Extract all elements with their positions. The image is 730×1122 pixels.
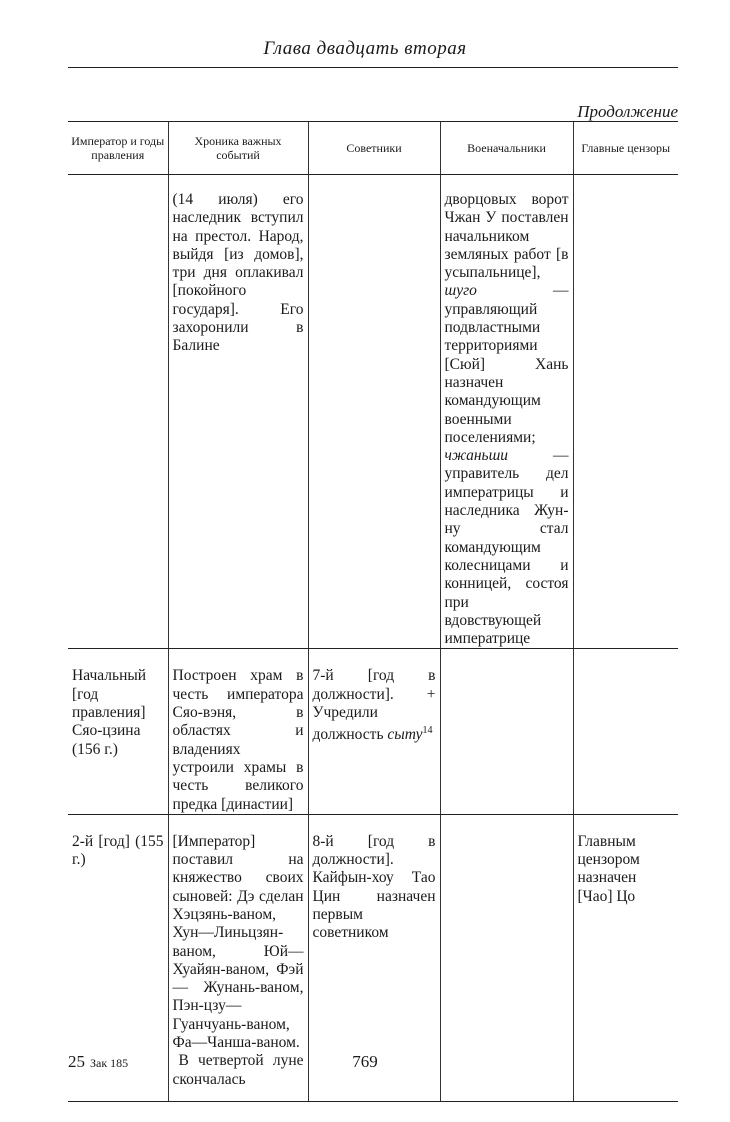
- footer-signature: 25 Зак 185: [68, 1052, 129, 1071]
- chronology-table: [68, 121, 678, 1102]
- advisors-cell: 7-й [год в должности]. + Учредили должность сыту$^{14}$: [308, 649, 440, 814]
- chronicle-cell: [Император] поставил на княжество своих сыновей: Дэ сделан Хэцзянь-ваном, Хун—Линьцзян-ваном, Юй—Хуайян-ваном, Фэй — Жунань-ваном, Пэн-цзу— Гуанчуань-ваном, Фа—Чанша-ваном. В четвертой луне скончалась: [168, 814, 308, 1101]
- emperor-cell: 2-й [год] (155 г.): [68, 814, 168, 1101]
- generals-cell: дворцовых ворот Чжан У поставлен начальником земляных работ [в усыпальнице], шуго — управляющий подвластными территориями [Сюй] Хань назначен командующим военными поселениями; чжаньши — управитель дел императрицы и наследника Жун-ну стал командующим колесницами и конницей, состоя при вдовствующей императрице: [440, 175, 573, 649]
- censors-cell: Главным цензором назначен [Чао] Цо: [573, 814, 678, 1101]
- column-header-chronicle: Хроника важных событий: [168, 122, 308, 175]
- emperor-cell: [68, 175, 168, 649]
- continued-label: Продолжение: [577, 102, 678, 121]
- censors-cell: [573, 649, 678, 814]
- censors-cell: [573, 175, 678, 649]
- column-header-generals: Военачальники: [440, 122, 573, 175]
- emperor-cell: Начальный [год правления] Сяо-цзина (156 г.): [68, 649, 168, 814]
- term-situ: сыту: [387, 726, 423, 744]
- generals-cell: [440, 649, 573, 814]
- term-zhanshi: чжаньши: [444, 447, 509, 465]
- table-header-row: [68, 122, 678, 175]
- print-order: Зак 185: [90, 1056, 129, 1070]
- header-rule: [68, 67, 678, 68]
- column-header-emperor: Император и годы правления: [68, 122, 168, 175]
- footnote-marker: 14: [422, 725, 433, 737]
- term-shugo: шуго: [444, 282, 477, 300]
- column-header-censors: Главные цензоры: [573, 122, 678, 175]
- advisors-cell: 8-й [год в должности]. Кайфын-хоу Тао Цин назначен первым советником: [308, 814, 440, 1101]
- chronicle-cell: Построен храм в честь императора Сяо-вэня, в областях и владениях устроили храмы в честь великого предка [династии]: [168, 649, 308, 814]
- advisors-cell: [308, 175, 440, 649]
- column-header-advisors: Советники: [308, 122, 440, 175]
- table-row: [68, 649, 678, 814]
- page-number: 769: [352, 1052, 378, 1071]
- chronicle-cell: (14 июля) его наследник вступил на престол. Народ, выйдя [из домов], три дня оплакивал [покойного государя]. Его захоронили в Балине: [168, 175, 308, 649]
- page-header: Глава двадцать вторая: [263, 38, 467, 59]
- table-row: [68, 175, 678, 649]
